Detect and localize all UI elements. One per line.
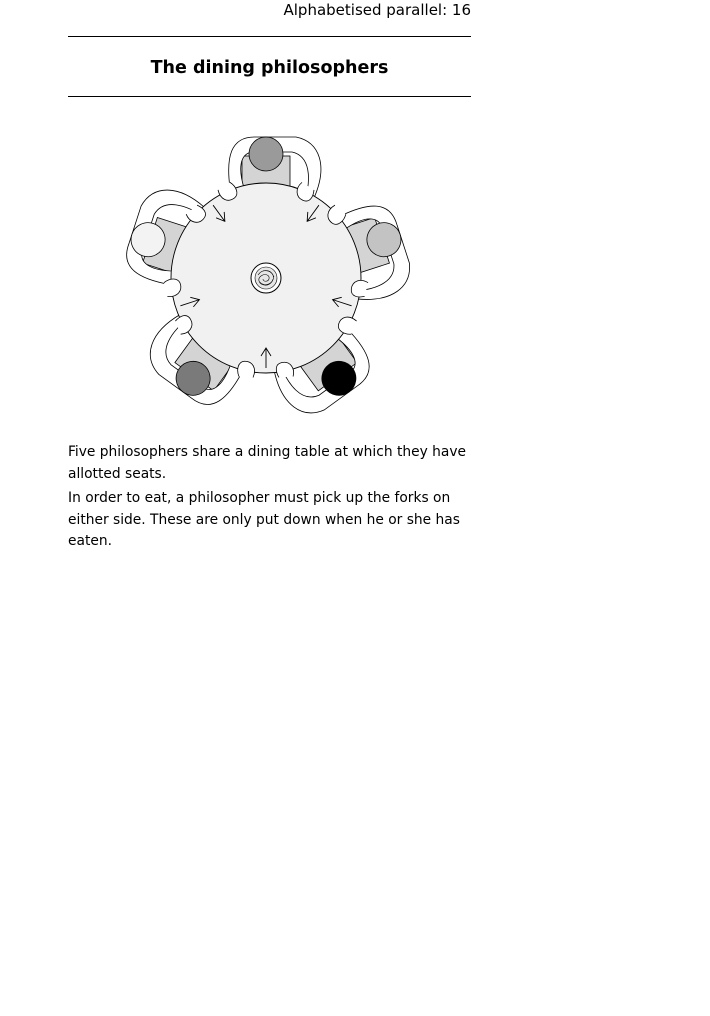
title-rule-bottom [68, 96, 471, 97]
running-head: Alphabetised parallel: 16 [283, 1, 471, 19]
body-text [68, 442, 468, 556]
dining-table-figure-icon [120, 125, 420, 425]
paragraph-2: In order to eat, a philosopher must pick up the forks on either side. These are only put down when he or she has eaten. [68, 490, 460, 549]
diagram-group [120, 137, 417, 424]
paragraph-1: Five philosophers share a dining table at which they have allotted seats. [68, 444, 467, 482]
title-rule-top [68, 36, 471, 37]
page-title: The dining philosophers [150, 58, 389, 78]
spaghetti-bowl-icon [251, 263, 281, 293]
dining-philosophers-figure [120, 125, 420, 425]
